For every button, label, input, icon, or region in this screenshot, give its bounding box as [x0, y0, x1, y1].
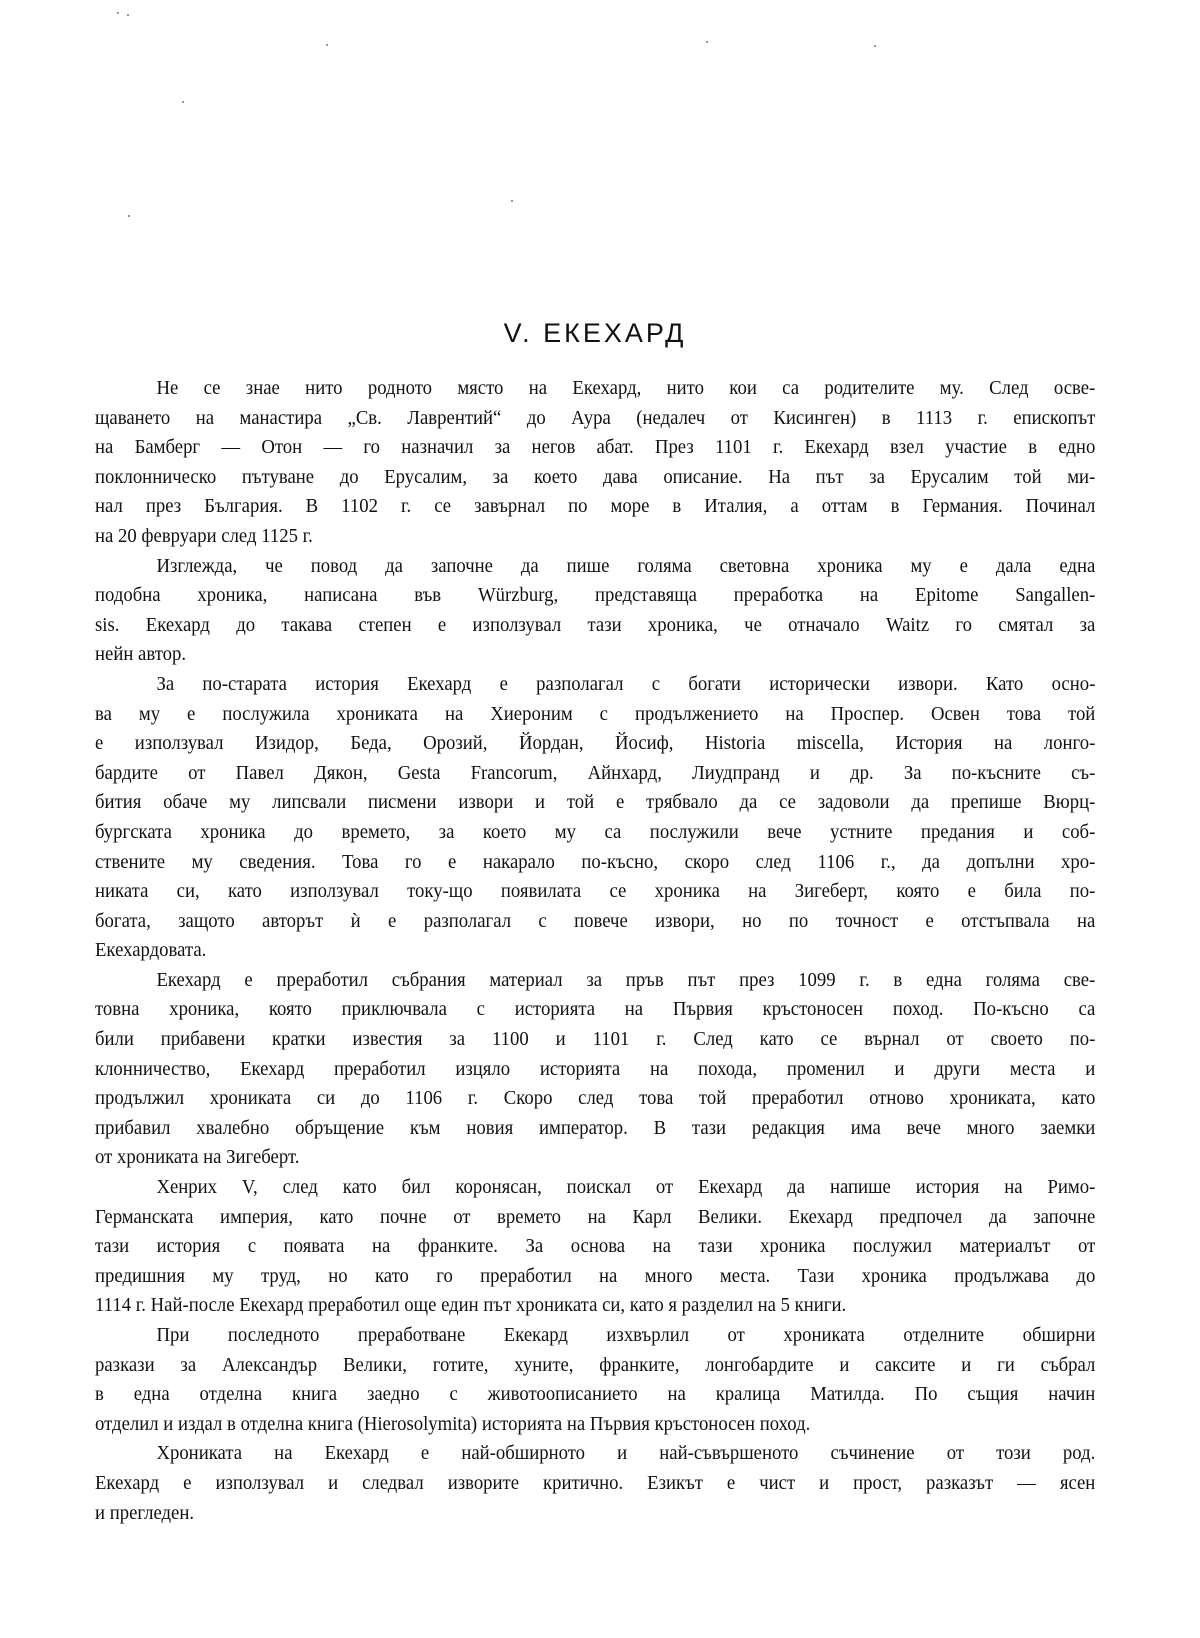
text-line: и прегледен. [95, 1502, 195, 1524]
text-line: на Бамберг — Отон — го назначил за негов абат. През 1101 г. Екехард взел участие в едно [95, 437, 1096, 459]
text-line: на 20 февруари след 1125 г. [95, 525, 313, 547]
text-line: клонничество, Екехард преработил изцяло историята на похода, променил и други места и [95, 1058, 1096, 1080]
text-line: бардите от Павел Дякон, Gesta Francorum, Айнхард, Лиудпранд и др. За по-късните съ- [95, 762, 1096, 784]
scan-speck [128, 215, 130, 217]
text-line: в една отделна книга заедно с животоописанието на кралица Матилда. По същия начин [95, 1384, 1096, 1406]
scan-speck [326, 44, 328, 46]
text-line: бургската хроника до времето, за което му са послужили вече устните предания и соб- [95, 821, 1096, 843]
scan-speck [117, 12, 119, 14]
text-line: е използувал Изидор, Беда, Орозий, Йордан, Йосиф, Historia miscella, История на лонго- [95, 733, 1096, 755]
scan-speck [706, 41, 708, 43]
text-line: нал през България. В 1102 г. се завърнал по море в Италия, а оттам в Германия. Починал [95, 496, 1096, 518]
scan-speck [127, 14, 129, 16]
scan-speck [511, 200, 513, 202]
paragraph [95, 552, 1096, 670]
text-line: Екехард е преработил събрания материал за пръв път през 1099 г. в една голяма све- [156, 969, 1096, 991]
text-line: Екехард е използувал и следвал изворите критично. Езикът е чист и прост, разказът — ясен [95, 1472, 1096, 1494]
text-line: 1114 г. Най-после Екехард преработил още един път хрониката си, като я разделил на 5 книги. [95, 1295, 847, 1317]
text-line: продължил хрониката си до 1106 г. Скоро след това той преработил отново хрониката, като [95, 1088, 1096, 1110]
paragraph [95, 670, 1096, 966]
text-line: Не се знае нито родното място на Екехард, нито кои са родителите му. След осве- [156, 378, 1096, 399]
scan-speck [182, 101, 184, 103]
text-line: ствените му сведения. Това го е накарало по-късно, скоро след 1106 г., да допълни хро- [95, 851, 1096, 873]
text-line: ва му е послужила хрониката на Хиероним с продължението на Проспер. Освен това той [95, 703, 1096, 725]
text-line: товна хроника, която приключвала с историята на Първия кръстоносен поход. По-късно са [95, 999, 1096, 1021]
text-line: от хрониката на Зигеберт. [95, 1147, 300, 1169]
text-line: Изглежда, че повод да започне да пише голяма световна хроника му е дала една [156, 555, 1096, 577]
text-line: Екехардовата. [95, 940, 207, 962]
text-line: прибавил хвалебно обръщение към новия император. В тази редакция има вече много заемки [95, 1117, 1096, 1139]
text-line: Хенрих V, след като бил коронясан, поискал от Екехард да напише история на Римо- [156, 1177, 1096, 1199]
text-line: поклонническо пътуване до Ерусалим, за което дава описание. На път за Ерусалим той ми- [95, 466, 1096, 488]
text-line: богата, защото авторът ѝ е разполагал с повече извори, но по точност е отстъпвала на [95, 910, 1096, 932]
scan-speck [874, 45, 876, 47]
paragraph [95, 374, 1096, 552]
text-line: За по-старата история Екехард е разполагал с богати исторически извори. Като осно- [156, 673, 1096, 695]
paragraph [95, 1321, 1096, 1439]
paragraph [95, 1439, 1096, 1528]
text-line: Хрониката на Екехард е най-обширното и най-съвършеното съчинение от този род. [156, 1443, 1096, 1465]
text-line: отделил и издал в отделна книга (Hierosolymita) историята на Първия кръстоносен поход. [95, 1413, 811, 1435]
text-line: При последното преработване Екекард изхвърлил от хрониката отделните обширни [156, 1325, 1096, 1346]
chapter-body [95, 374, 1096, 1528]
text-line: разкази за Александър Велики, готите, хуните, франките, лонгобардите и саксите и ги събрал [95, 1354, 1096, 1376]
paragraph [95, 966, 1096, 1173]
text-line: бития обаче му липсвали писмени извори и той е трябвало да се задоволи да препише Вюрц- [95, 792, 1096, 814]
text-line: предишния му труд, но като го преработил на много места. Тази хроника продължава до [95, 1265, 1096, 1287]
text-line: sis. Екехард до такава степен е използувал тази хроника, че отначало Waitz го смятал за [95, 614, 1096, 636]
paragraph [95, 1173, 1096, 1321]
text-line: подобна хроника, написана във Würzburg, представяща преработка на Epitome Sangallen- [95, 585, 1096, 607]
text-line: никата си, като използувал току-що появилата се хроника на Зигеберт, която е била по- [95, 881, 1096, 903]
text-line: щаването на манастира „Св. Лаврентий“ до Аура (недалеч от Кисинген) в 1113 г. епископът [95, 407, 1096, 429]
text-line: Германската империя, като почне от времето на Карл Велики. Екехард предпочел да започне [95, 1206, 1096, 1228]
text-line: тази история с появата на франките. За основа на тази хроника послужил материалът от [95, 1236, 1096, 1258]
text-line: били прибавени кратки известия за 1100 и 1101 г. След като се върнал от своето по- [95, 1029, 1096, 1051]
chapter-title: V. ЕКЕХАРД [503, 318, 687, 348]
text-line: нейн автор. [95, 644, 187, 666]
